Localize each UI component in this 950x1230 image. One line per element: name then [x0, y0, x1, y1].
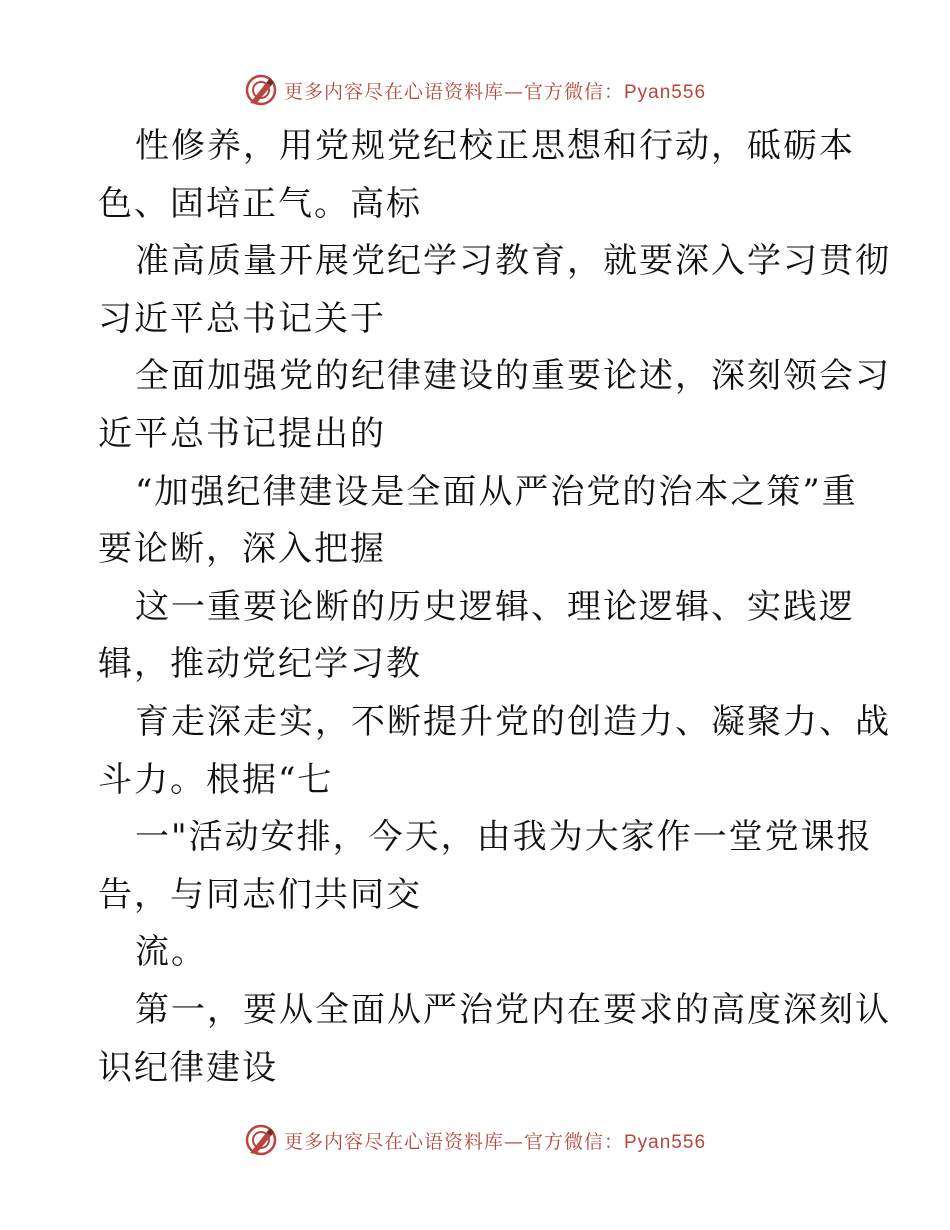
- text-line: 近平总书记提出的: [98, 413, 386, 454]
- text-line: 斗力。根据“七: [98, 759, 334, 800]
- text-line: 第一，要从全面从严治党内在要求的高度深刻认: [135, 989, 891, 1030]
- watermark-text: 更多内容尽在心语资料库—官方微信：: [283, 1130, 624, 1153]
- text-line: 习近平总书记关于: [98, 298, 386, 339]
- body-text: [98, 118, 898, 1097]
- text-line: 全面加强党的纪律建设的重要论述，深刻领会习: [135, 356, 891, 397]
- footer-watermark: [0, 1120, 950, 1160]
- text-line: 识纪律建设: [98, 1047, 278, 1088]
- pen-logo-icon: [244, 1123, 278, 1157]
- text-line: “加强纪律建设是全面从严治党的治本之策”重: [135, 471, 858, 512]
- text-line: 辑，推动党纪学习教: [98, 644, 422, 685]
- text-line: 这一重要论断的历史逻辑、理论逻辑、实践逻: [135, 586, 855, 627]
- pen-logo-icon: [244, 73, 278, 107]
- text-line: 告，与同志们共同交: [98, 874, 422, 915]
- watermark-account: Pyan556: [624, 81, 707, 103]
- text-line: 一"活动安排，今天，由我为大家作一堂党课报: [135, 817, 873, 858]
- text-line: 要论断，深入把握: [98, 529, 386, 570]
- text-line: 性修养，用党规党纪校正思想和行动，砥砺本: [135, 126, 855, 166]
- watermark-account: Pyan556: [624, 1131, 707, 1153]
- text-line: 育走深走实，不断提升党的创造力、凝聚力、战: [135, 701, 891, 742]
- text-line: 准高质量开展党纪学习教育，就要深入学习贯彻: [135, 241, 891, 282]
- header-watermark: [0, 70, 950, 110]
- watermark-text: 更多内容尽在心语资料库—官方微信：: [283, 80, 624, 103]
- text-line: 色、固培正气。高标: [98, 183, 422, 224]
- text-line: 流。: [135, 932, 207, 973]
